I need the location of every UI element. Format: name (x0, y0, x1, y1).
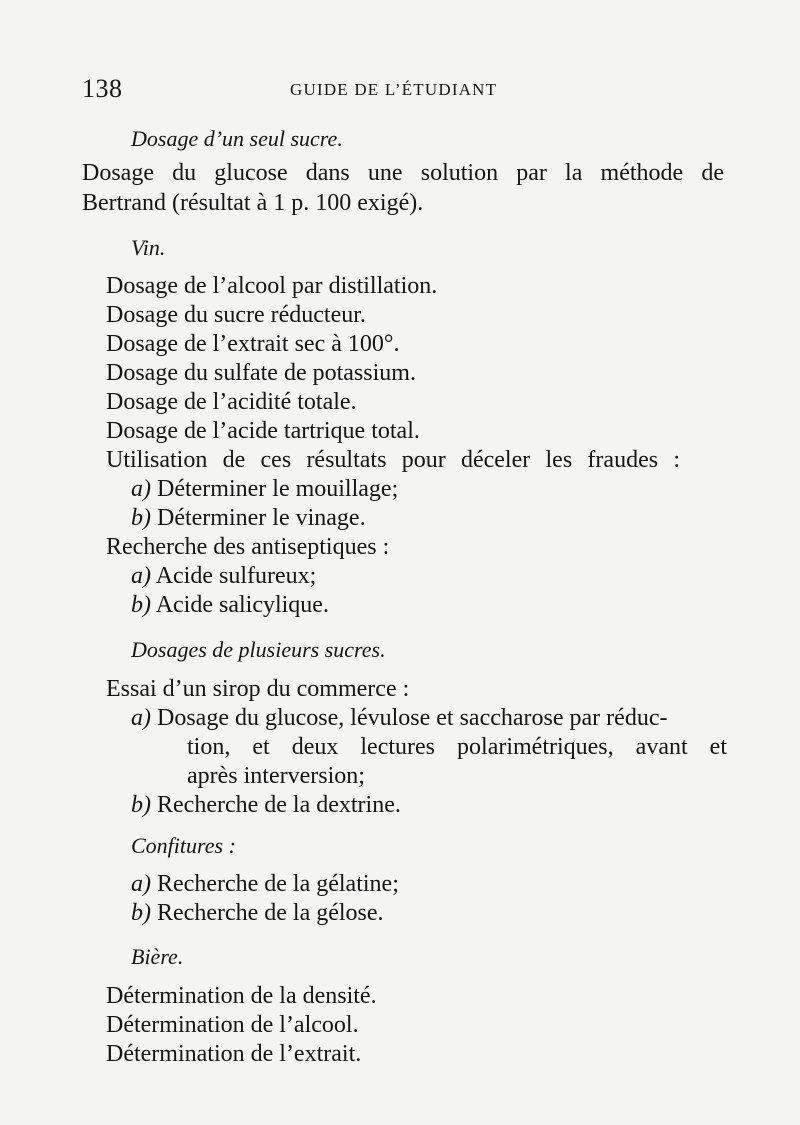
item-text: Déterminer le vinage. (157, 505, 366, 531)
list-item: Détermination de la densité. (106, 983, 377, 1009)
item-label: a) (131, 476, 151, 502)
item-text: Déterminer le mouillage; (157, 476, 399, 502)
continuation-line: après interversion; (187, 763, 365, 789)
item-text: Recherche de la dextrine. (157, 792, 401, 818)
item-label: b) (131, 592, 151, 618)
item-text: Recherche de la gélatine; (157, 871, 399, 897)
section-title-plusieurs-sucres: Dosages de plusieurs sucres. (131, 637, 386, 662)
list-item: Dosage du sulfate de potassium. (106, 360, 416, 386)
list-item: Dosage du sucre réducteur. (106, 302, 366, 328)
list-item: Recherche des antiseptiques : (106, 534, 390, 560)
sub-list-item (131, 590, 329, 620)
section-title-vin: Vin. (131, 235, 166, 260)
continuation-line: tion, et deux lectures polarimétriques, avant et (187, 734, 727, 760)
sub-list-item (131, 869, 399, 899)
page-header (82, 74, 722, 104)
sub-list-item (131, 703, 667, 733)
list-item: Dosage de l’acide tartrique total. (106, 418, 420, 444)
item-label: b) (131, 792, 151, 818)
sub-list-item (131, 898, 384, 928)
page-number: 138 (82, 74, 123, 103)
section-title-confitures: Confitures : (131, 833, 236, 858)
item-label: b) (131, 900, 151, 926)
item-text: Dosage du glucose, lévulose et saccharose par réduc- (157, 705, 668, 731)
list-item: Dosage de l’acidité totale. (106, 389, 357, 415)
paragraph-line: Bertrand (résultat à 1 p. 100 exigé). (82, 190, 424, 216)
sub-list-item (131, 474, 398, 504)
section-title-biere: Bière. (131, 944, 184, 969)
list-item: Utilisation de ces résultats pour déceler les fraudes : (106, 447, 680, 473)
list-item: Détermination de l’extrait. (106, 1041, 362, 1067)
list-item: Essai d’un sirop du commerce : (106, 676, 410, 702)
paragraph-line: Dosage du glucose dans une solution par la méthode de (82, 160, 724, 186)
item-label: a) (131, 563, 151, 589)
list-item: Dosage de l’extrait sec à 100°. (106, 331, 400, 357)
sub-list-item (131, 503, 366, 533)
section-title-seul-sucre: Dosage d’un seul sucre. (131, 126, 343, 151)
item-text: Recherche de la gélose. (157, 900, 384, 926)
running-title: GUIDE DE L’ÉTUDIANT (290, 80, 498, 99)
list-item: Détermination de l’alcool. (106, 1012, 359, 1038)
item-text: Acide sulfureux; (155, 563, 317, 589)
item-label: a) (131, 705, 151, 731)
sub-list-item (131, 790, 401, 820)
list-item: Dosage de l’alcool par distillation. (106, 273, 438, 299)
item-label: b) (131, 505, 151, 531)
item-label: a) (131, 871, 151, 897)
sub-list-item (131, 561, 316, 591)
item-text: Acide salicylique. (155, 592, 329, 618)
